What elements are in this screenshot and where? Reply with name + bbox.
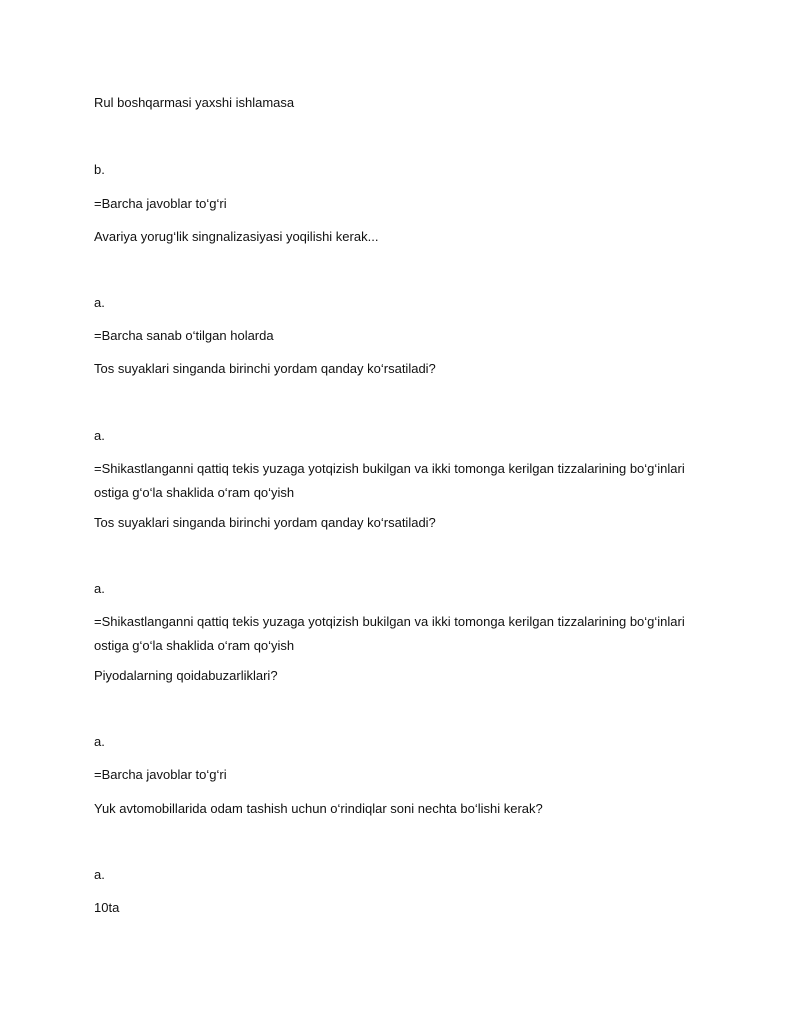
option-letter: a. <box>94 428 105 443</box>
question-text: Tos suyaklari singanda birinchi yordam qanday ko‘rsatiladi? <box>94 515 436 530</box>
option-letter: a. <box>94 295 105 310</box>
option-letter: a. <box>94 734 105 749</box>
question-text: Tos suyaklari singanda birinchi yordam qanday ko‘rsatiladi? <box>94 361 436 376</box>
answer-text: 10ta <box>94 900 120 915</box>
answer-text: =Barcha javoblar to‘g‘ri <box>94 196 227 211</box>
question-text: Avariya yorug‘lik singnalizasiyasi yoqilishi kerak... <box>94 229 379 244</box>
question-text: Piyodalarning qoidabuzarliklari? <box>94 668 278 683</box>
option-letter: a. <box>94 581 105 596</box>
option-letter: a. <box>94 867 105 882</box>
option-letter: b. <box>94 162 105 177</box>
question-text: Rul boshqarmasi yaxshi ishlamasa <box>94 95 295 110</box>
question-text: Yuk avtomobillarida odam tashish uchun o‘rindiqlar soni nechta bo‘lishi kerak? <box>94 801 543 816</box>
answer-text: =Shikastlanganni qattiq tekis yuzaga yotqizish bukilgan va ikki tomonga kerilgan tizzalarining bo‘g‘inlari ostiga g‘o‘la shaklida o‘ram qo‘yish <box>94 614 685 653</box>
answer-text: =Barcha javoblar to‘g‘ri <box>94 767 227 782</box>
answer-text: =Barcha sanab o‘tilgan holarda <box>94 328 274 343</box>
answer-text: =Shikastlanganni qattiq tekis yuzaga yotqizish bukilgan va ikki tomonga kerilgan tizzalarining bo‘g‘inlari ostiga g‘o‘la shaklida o‘ram qo‘yish <box>94 461 685 500</box>
